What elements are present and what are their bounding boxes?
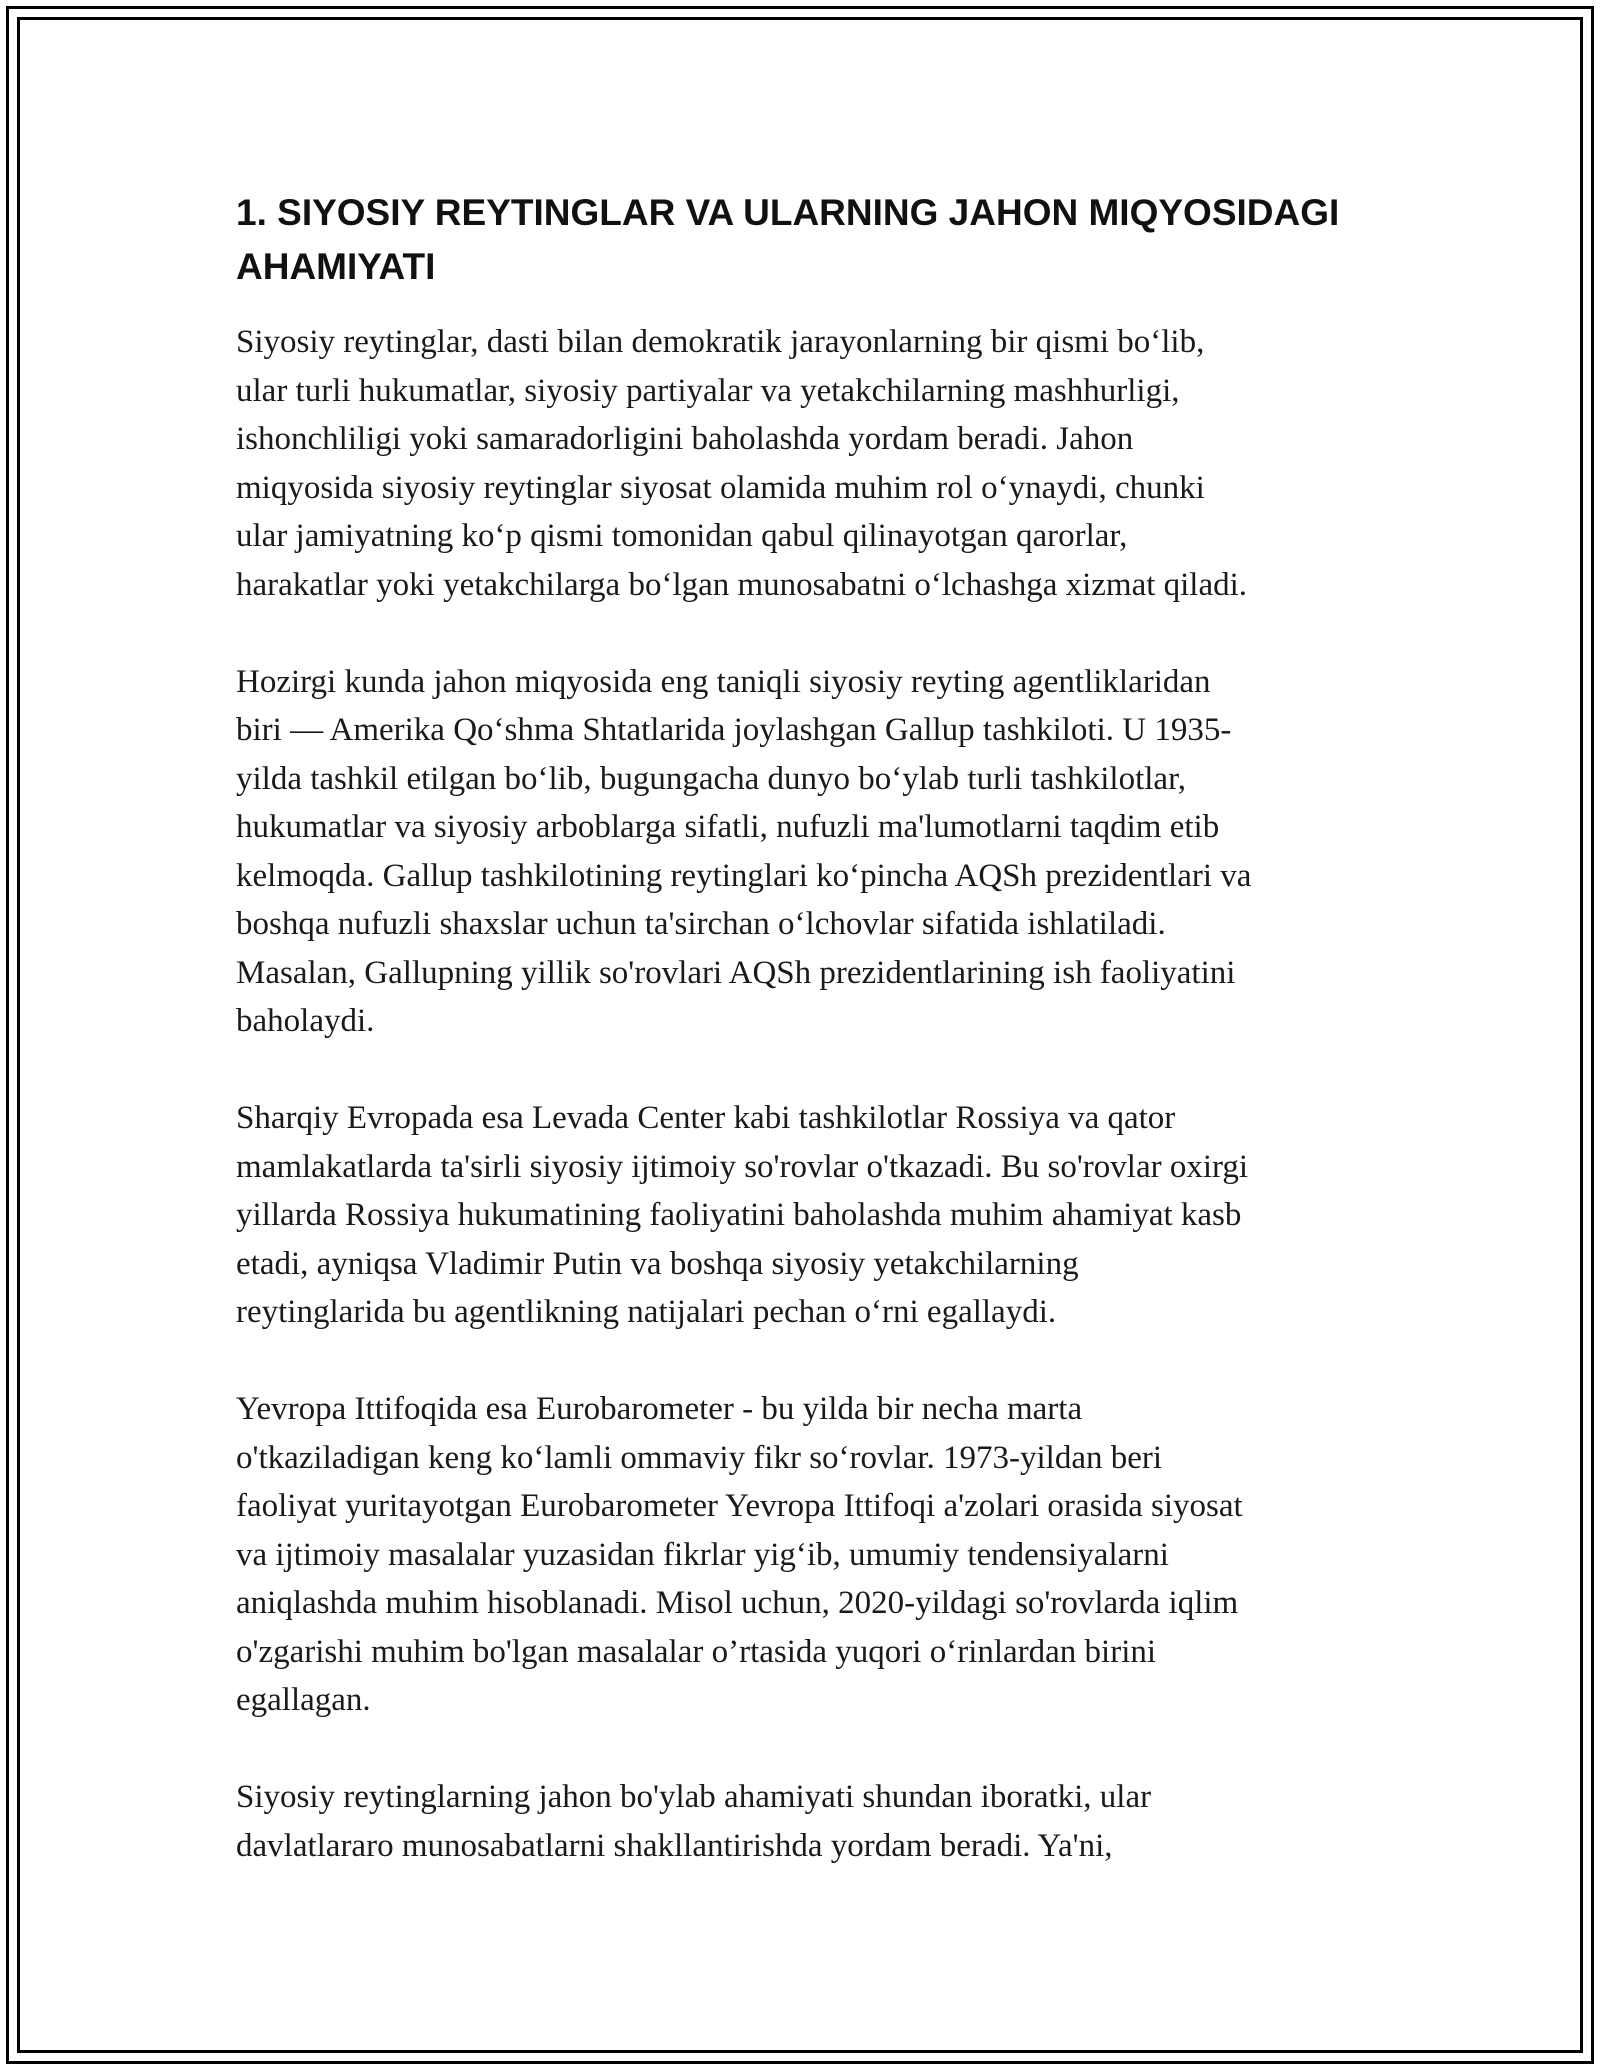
section-heading: 1. SIYOSIY REYTINGLAR VA ULARNING JAHON MIQYOSIDAGI AHAMIYATI [236, 192, 1340, 287]
paragraph-3: Sharqiy Evropada esa Levada Center kabi tashkilotlar Rossiya va qator mamlakatlarda ta'sirli siyosiy ijtimoiy so'rovlar o'tkazadi. Bu so'rovlar oxirgi yillarda Rossiya hukumatining faoliyatini baholashda muhim ahamiyat kasb etadi, ayniqsa Vladimir Putin va boshqa siyosiy yetakchilarning reytinglarida bu agentlikning natijalari pechan o‘rni egallaydi. [236, 1100, 1249, 1330]
paragraph-5: Siyosiy reytinglarning jahon bo'ylab ahamiyati shundan iboratki, ular davlatlararo munosabatlarni shakllantirishda yordam beradi. Ya'ni, [236, 1779, 1152, 1864]
paragraph-4: Yevropa Ittifoqida esa Eurobarometer - bu yilda bir necha marta o'tkaziladigan keng ko‘lamli ommaviy fikr so‘rovlar. 1973-yildan beri faoliyat yuritayotgan Eurobarometer Yevropa Ittifoqi a'zolari orasida siyosat va ijtimoiy masalalar yuzasidan fikrlar yig‘ib, umumiy tendensiyalarni aniqlashda muhim hisoblanadi. Misol uchun, 2020-yildagi so'rovlarda iqlim o'zgarishi muhim bo'lgan masalalar o’rtasida yuqori o‘rinlardan birini egallagan. [236, 1391, 1243, 1718]
paragraph-2: Hozirgi kunda jahon miqyosida eng taniqli siyosiy reyting agentliklaridan biri — Amerika Qo‘shma Shtatlarida joylashgan Gallup tashkiloti. U 1935- yilda tashkil etilgan bo‘lib, bugungacha dunyo bo‘ylab turli tashkilotlar, hukumatlar va siyosiy arboblarga sifatli, nufuzli ma'lumotlarni taqdim etib kelmoqda. Gallup tashkilotining reytinglari ko‘pincha AQSh prezidentlari va boshqa nufuzli shaxslar uchun ta'sirchan o‘lchovlar sifatida ishlatiladi. Masalan, Gallupning yillik so'rovlari AQSh prezidentlarining ish faoliyatini baholaydi. [236, 663, 1252, 1039]
paragraph-1: Siyosiy reytinglar, dasti bilan demokratik jarayonlarning bir qismi bo‘lib, ular turli hukumatlar, siyosiy partiyalar va yetakchilarning mashhurligi, ishonchliligi yoki samaradorligini baholashda yordam beradi. Jahon miqyosida siyosiy reytinglar siyosat olamida muhim rol o‘ynaydi, chunki ular jamiyatning ko‘p qismi tomonidan qabul qilinayotgan qarorlar, harakatlar yoki yetakchilarga bo‘lgan munosabatni o‘lchashga xizmat qiladi. [236, 324, 1248, 603]
document-body [236, 186, 1386, 1919]
